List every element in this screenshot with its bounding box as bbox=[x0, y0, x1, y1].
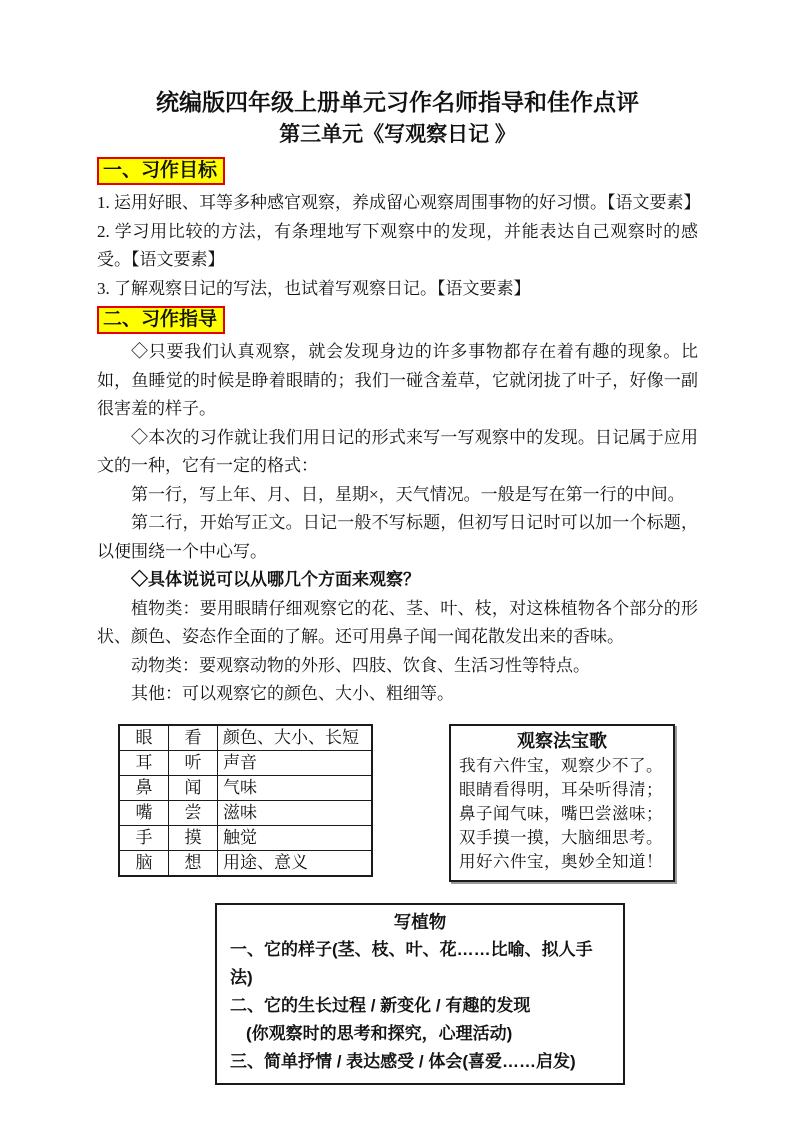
action-cell: 看 bbox=[169, 725, 218, 751]
target-cell: 颜色、大小、长短 bbox=[218, 725, 373, 751]
table-row bbox=[119, 725, 372, 751]
document-content bbox=[97, 86, 701, 1085]
target-cell: 触觉 bbox=[218, 825, 373, 850]
action-cell: 尝 bbox=[169, 800, 218, 825]
organ-cell: 眼 bbox=[119, 725, 169, 751]
guide-heading-row bbox=[97, 303, 698, 338]
target-cell: 滋味 bbox=[218, 800, 373, 825]
organ-cell: 嘴 bbox=[119, 800, 169, 825]
guide-paragraph-diary-format: ◇本次的习作就让我们用日记的形式来写一写观察中的发现。日记属于应用文的一种，它有一定的格式： bbox=[97, 427, 698, 475]
organ-cell: 脑 bbox=[119, 850, 169, 876]
song-line: 双手摸一摸，大脑细思考。 bbox=[459, 827, 663, 847]
organ-cell: 手 bbox=[119, 825, 169, 850]
song-line: 用好六件宝，奥妙全知道！ bbox=[459, 851, 663, 871]
song-line: 我有六件宝，观察少不了。 bbox=[459, 755, 663, 775]
organ-cell: 耳 bbox=[119, 750, 169, 775]
action-cell: 摸 bbox=[169, 825, 218, 850]
table-row bbox=[119, 775, 372, 800]
song-line: 鼻子闻气味，嘴巴尝滋味； bbox=[459, 803, 663, 823]
action-cell: 听 bbox=[169, 750, 218, 775]
plant-box-title: 写植物 bbox=[393, 911, 447, 932]
observation-song-box bbox=[449, 724, 675, 882]
guide-paragraph-plants: 植物类：要用眼睛仔细观察它的花、茎、叶、枝，对这株植物各个部分的形状、颜色、姿态作全面的了解。还可用鼻子闻一闻花散发出来的香味。 bbox=[97, 598, 698, 646]
guide-paragraph-animals: 动物类：要观察动物的外形、四肢、饮食、生活习性等特点。 bbox=[131, 655, 590, 675]
plant-box-line-3: (你观察时的思考和探究，心理活动) bbox=[246, 1023, 513, 1043]
goals-heading-row bbox=[97, 154, 698, 189]
guide-paragraph-observe: ◇只要我们认真观察，就会发现身边的许多事物都存在着有趣的现象。比如，鱼睡觉的时候是睁着眼睛的；我们一碰含羞草，它就闭拢了叶子，好像一副很害羞的样子。 bbox=[97, 342, 698, 418]
guide-paragraph-others: 其他：可以观察它的颜色、大小、粗细等。 bbox=[131, 684, 454, 703]
plant-box-line-2: 二、它的生长过程 / 新变化 / 有趣的发现 bbox=[230, 995, 531, 1015]
page-subtitle: 第三单元《写观察日记 》 bbox=[279, 123, 516, 146]
goal-item-2: 2. 学习用比较的方法，有条理地写下观察中的发现，并能表达自己观察时的感受。【语文要素】 bbox=[97, 221, 698, 269]
table-row bbox=[119, 850, 372, 876]
write-plants-box bbox=[215, 903, 625, 1085]
organ-cell: 鼻 bbox=[119, 775, 169, 800]
observation-boxes-row bbox=[118, 724, 698, 882]
senses-table bbox=[118, 724, 373, 877]
page-title: 统编版四年级上册单元习作名师指导和佳作点评 bbox=[156, 89, 639, 115]
plant-box-line-1: 一、它的样子(茎、枝、叶、花……比喻、拟人手法) bbox=[230, 939, 593, 987]
guide-paragraph-second-line: 第二行，开始写正文。日记一般不写标题，但初写日记时可以加一个标题，以便围绕一个中心写。 bbox=[97, 513, 698, 561]
goals-section-heading: 一、习作目标 bbox=[97, 157, 225, 185]
table-row bbox=[119, 800, 372, 825]
target-cell: 声音 bbox=[218, 750, 373, 775]
action-cell: 闻 bbox=[169, 775, 218, 800]
goal-item-1: 1. 运用好眼、耳等多种感官观察，养成留心观察周围事物的好习惯。【语文要素】 bbox=[97, 193, 701, 212]
song-line: 眼睛看得明，耳朵听得清； bbox=[459, 779, 663, 799]
guide-section-heading: 二、习作指导 bbox=[97, 306, 225, 334]
song-box-title: 观察法宝歌 bbox=[517, 730, 607, 751]
target-cell: 气味 bbox=[218, 775, 373, 800]
target-cell: 用途、意义 bbox=[218, 850, 373, 876]
plant-box-line-4: 三、简单抒情 / 表达感受 / 体会(喜爱……启发) bbox=[230, 1051, 576, 1071]
guide-paragraph-first-line: 第一行，写上年、月、日，星期×，天气情况。一般是写在第一行的中间。 bbox=[131, 484, 685, 504]
table-row bbox=[119, 825, 372, 850]
table-row bbox=[119, 750, 372, 775]
action-cell: 想 bbox=[169, 850, 218, 876]
goal-item-3: 3. 了解观察日记的写法，也试着写观察日记。【语文要素】 bbox=[97, 278, 531, 298]
guide-paragraph-question: ◇具体说说可以从哪几个方面来观察？ bbox=[131, 570, 420, 589]
